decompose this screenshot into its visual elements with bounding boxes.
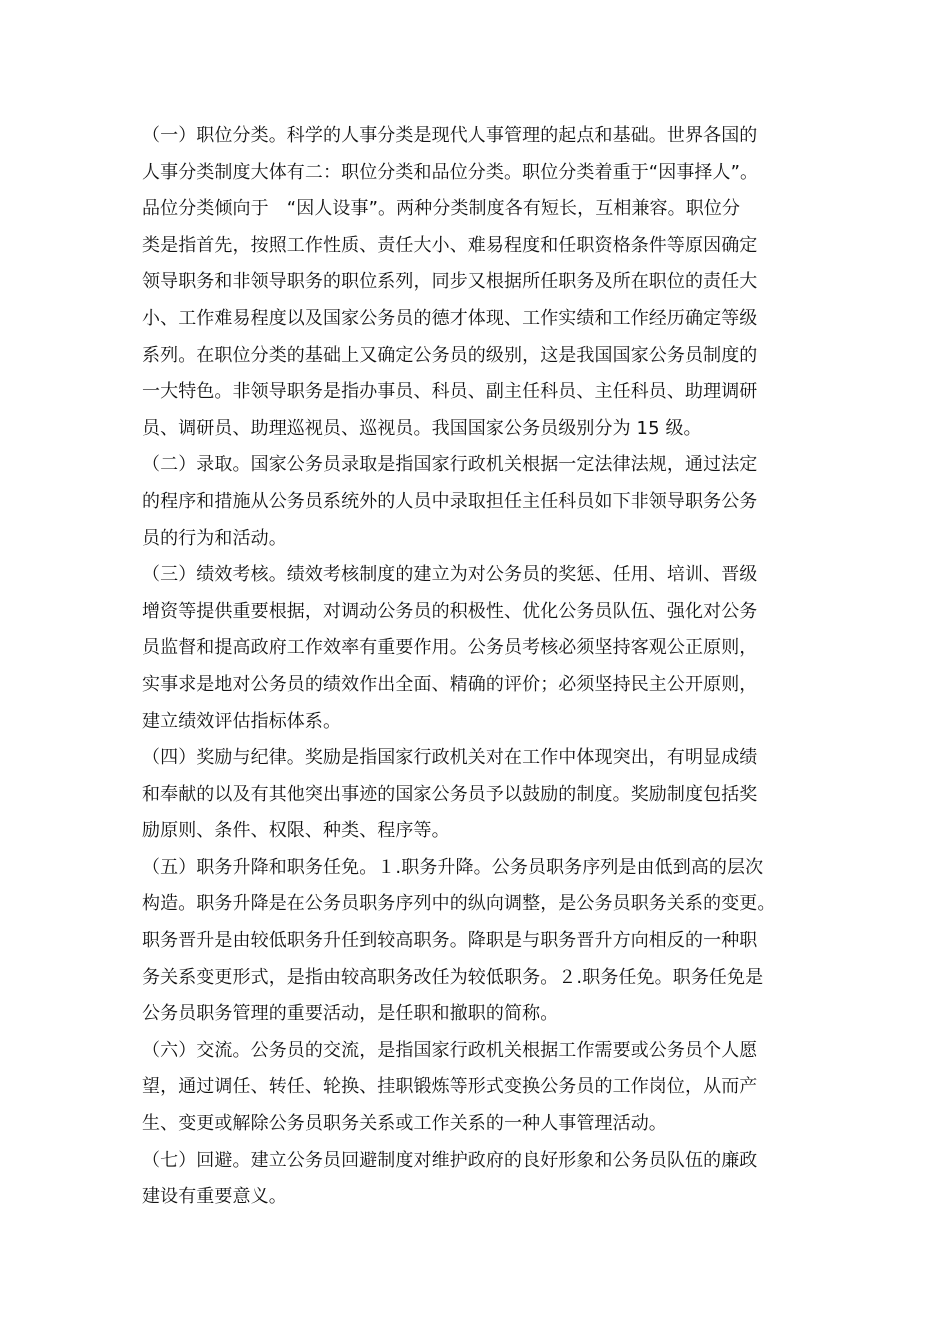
text-line: （六）交流。公务员的交流，是指国家行政机关根据工作需要或公务员个人愿 — [142, 1039, 758, 1061]
document-body — [142, 118, 832, 1216]
text-line: （一）职位分类。科学的人事分类是现代人事管理的起点和基础。世界各国的 — [142, 125, 758, 146]
text-line: 职务晋升是由较低职务升任到较高职务。降职是与职务晋升方向相反的一种职 — [142, 930, 758, 952]
text-line: 员的行为和活动。 — [142, 527, 287, 549]
text-line: 建立绩效评估指标体系。 — [142, 710, 342, 732]
text-line: 人事分类制度大体有二：职位分类和品位分类。职位分类着重于“因事择人”。 — [142, 161, 759, 183]
text-line: 的程序和措施从公务员系统外的人员中录取担任主任科员如下非领导职务公务 — [142, 490, 758, 512]
text-line: 和奉献的以及有其他突出事迹的国家公务员予以鼓励的制度。奖励制度包括奖 — [142, 783, 758, 805]
text-line: 系列。在职位分类的基础上又确定公务员的级别，这是我国国家公务员制度的 — [142, 344, 758, 366]
text-line: 励原则、条件、权限、种类、程序等。 — [142, 820, 450, 842]
text-line: 生、变更或解除公务员职务关系或工作关系的一种人事管理活动。 — [142, 1113, 667, 1135]
text-line: 员监督和提高政府工作效率有重要作用。公务员考核必须坚持客观公正原则， — [142, 637, 758, 659]
text-line: （三）绩效考核。绩效考核制度的建立为对公务员的奖惩、任用、培训、晋级 — [142, 564, 758, 586]
text-line: 望，通过调任、转任、轮换、挂职锻炼等形式变换公务员的工作岗位，从而产 — [142, 1076, 758, 1098]
text-line: 增资等提供重要根据，对调动公务员的积极性、优化公务员队伍、强化对公务 — [142, 600, 758, 622]
text-line: 实事求是地对公务员的绩效作出全面、精确的评价；必须坚持民主公开原则， — [142, 673, 758, 695]
text-line: （七）回避。建立公务员回避制度对维护政府的良好形象和公务员队伍的廉政 — [142, 1149, 758, 1171]
text-line: 员、调研员、助理巡视员、巡视员。我国国家公务员级别分为 15 级。 — [142, 417, 702, 439]
text-line: 领导职务和非领导职务的职位系列，同步又根据所任职务及所在职位的责任大 — [142, 271, 758, 293]
text-line: 构造。职务升降是在公务员职务序列中的纵向调整，是公务员职务关系的变更。 — [142, 893, 776, 915]
text-line: （四）奖励与纪律。奖励是指国家行政机关对在工作中体现突出，有明显成绩 — [142, 747, 758, 769]
text-line: 类是指首先，按照工作性质、责任大小、难易程度和任职资格条件等原因确定 — [142, 234, 758, 256]
text-line: 务关系变更形式，是指由较高职务改任为较低职务。２.职务任免。职务任免是 — [142, 966, 764, 988]
text-line: （二）录取。国家公务员录取是指国家行政机关根据一定法律法规，通过法定 — [142, 454, 758, 476]
text-line: 公务员职务管理的重要活动，是任职和撤职的简称。 — [142, 1003, 559, 1025]
text-line: 小、工作难易程度以及国家公务员的德才体现、工作实绩和工作经历确定等级 — [142, 307, 758, 329]
text-line: 一大特色。非领导职务是指办事员、科员、副主任科员、主任科员、助理调研 — [142, 381, 758, 403]
text-line: 建设有重要意义。 — [142, 1186, 287, 1208]
text-line: （五）职务升降和职务任免。１.职务升降。公务员职务序列是由低到高的层次 — [142, 856, 764, 878]
text-line: 品位分类倾向于 “因人设事”。两种分类制度各有短长，互相兼容。职位分 — [142, 198, 741, 220]
